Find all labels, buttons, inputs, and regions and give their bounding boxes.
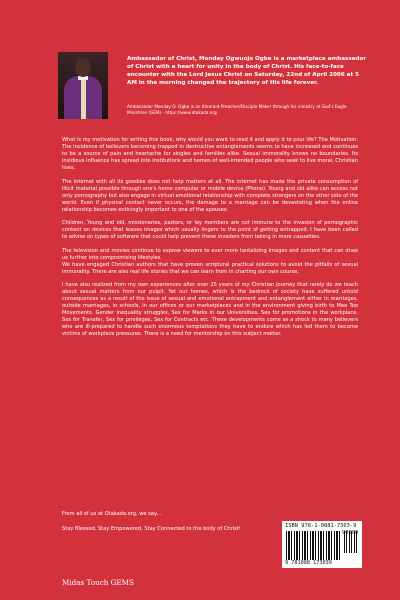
isbn-text: ISBN 978-1-0881-7303-9 [285, 523, 357, 529]
closing-line-1: From all of us at Otakada.org, we say... [62, 511, 162, 517]
blurb-paragraph-5: We have engaged Christian authors that have proven scriptural practical solutions to avoid the pitfalls of sexual immorality. There are also real life stories that we can learn from in charting our own course. [62, 261, 358, 275]
barcode-number: 9 781088 173039 [285, 560, 332, 566]
blurb-paragraph-6: I have also realized from my own experiences after over 25 years of my Christian journey that rarely do we teach about sexual matters from our pulpit. Yet our homes, which is the bedrock of society have suffered untold consequences as a result of the issue of sexual and emotional entrapment and entanglement either in marriages, outside marriages, in schools, in our offices or our marketplaces and in the environment giving birth to Mee Too Movements, Gender inequality struggles, Sex for Marks in our Universities, Sex for promotions in the workplace, Sex for Transfer, Sex for privileges, Sex for Contracts etc. These developments come as a shock to many believers who are ill-prepared to handle such enormous temptations they have to endure which has led them to become victims of workplace pressures. There is a need for mentorship on this subject matter. [62, 281, 358, 338]
author-ministry-note: Ambassador Monday O. Ogbe is an Itinerant Preacher/Disciple Maker through his ministry at God's Eagle Ministries (GEM) - https://www.otakada.org [127, 104, 347, 115]
author-bio: Ambassador of Christ, Monday Ogwuojo Ogbe is a marketplace ambassador of Christ with a heart for unity in the body of Christ. His face-to-face encounter with the Lord Jesus Christ on Saturday, 22nd of April 2006 at 5 AM in the morning changed the trajectory of His life forever. [127, 56, 367, 86]
barcode-bars [286, 531, 342, 560]
blurb-paragraph-2: The internet with all its goodies does not help matters at all. The internet has made the private consumption of illicit material possible through one's home computer or mobile device (Phone). Young and old alike can access not only pornography but also engage in virtual emotional relationship with complete strangers on the other side of the world. Even if physical contact never occurs, the damage to a marriage can be devastating when the online relationship becomes enticingly important to one of the spouses. [62, 178, 358, 213]
closing-line-2: Stay Blessed, Stay Empowered, Stay Connected to the body of Christ! [62, 526, 241, 532]
publisher-name: Midas Touch GEMS [62, 578, 134, 587]
barcode-addon: 90000 [342, 530, 359, 536]
blurb-paragraph-4: The television and movies continue to expose viewers to ever more tantalizing images and content that can draw us further into compromising lifestyles. [62, 247, 358, 261]
blurb-paragraph-1: What is my motivation for writing this book, why would you want to read it and apply it to your life? The Motivation: The incidence of believers becoming trapped in destructive entanglements seems to have increased and continues to be a source of pain and heartache for singles and families alike. Sexual immorality knows no boundaries. Its insidious influence has spread into institutions and homes of well-intended people who seek to live moral, Christian lives. [62, 137, 358, 172]
author-photo [58, 52, 108, 119]
blurb-paragraph-3: Children, Young and old, missionaries, pastors, or lay members are not immune to the invasion of pornographic content on devices that leaves images which usually lingers to the point of getting entrapped. I have been called to advise on types of software that could help prevent these invaders from taking in more casualties. [62, 220, 358, 241]
blurb [62, 137, 358, 345]
isbn-barcode [282, 521, 362, 568]
